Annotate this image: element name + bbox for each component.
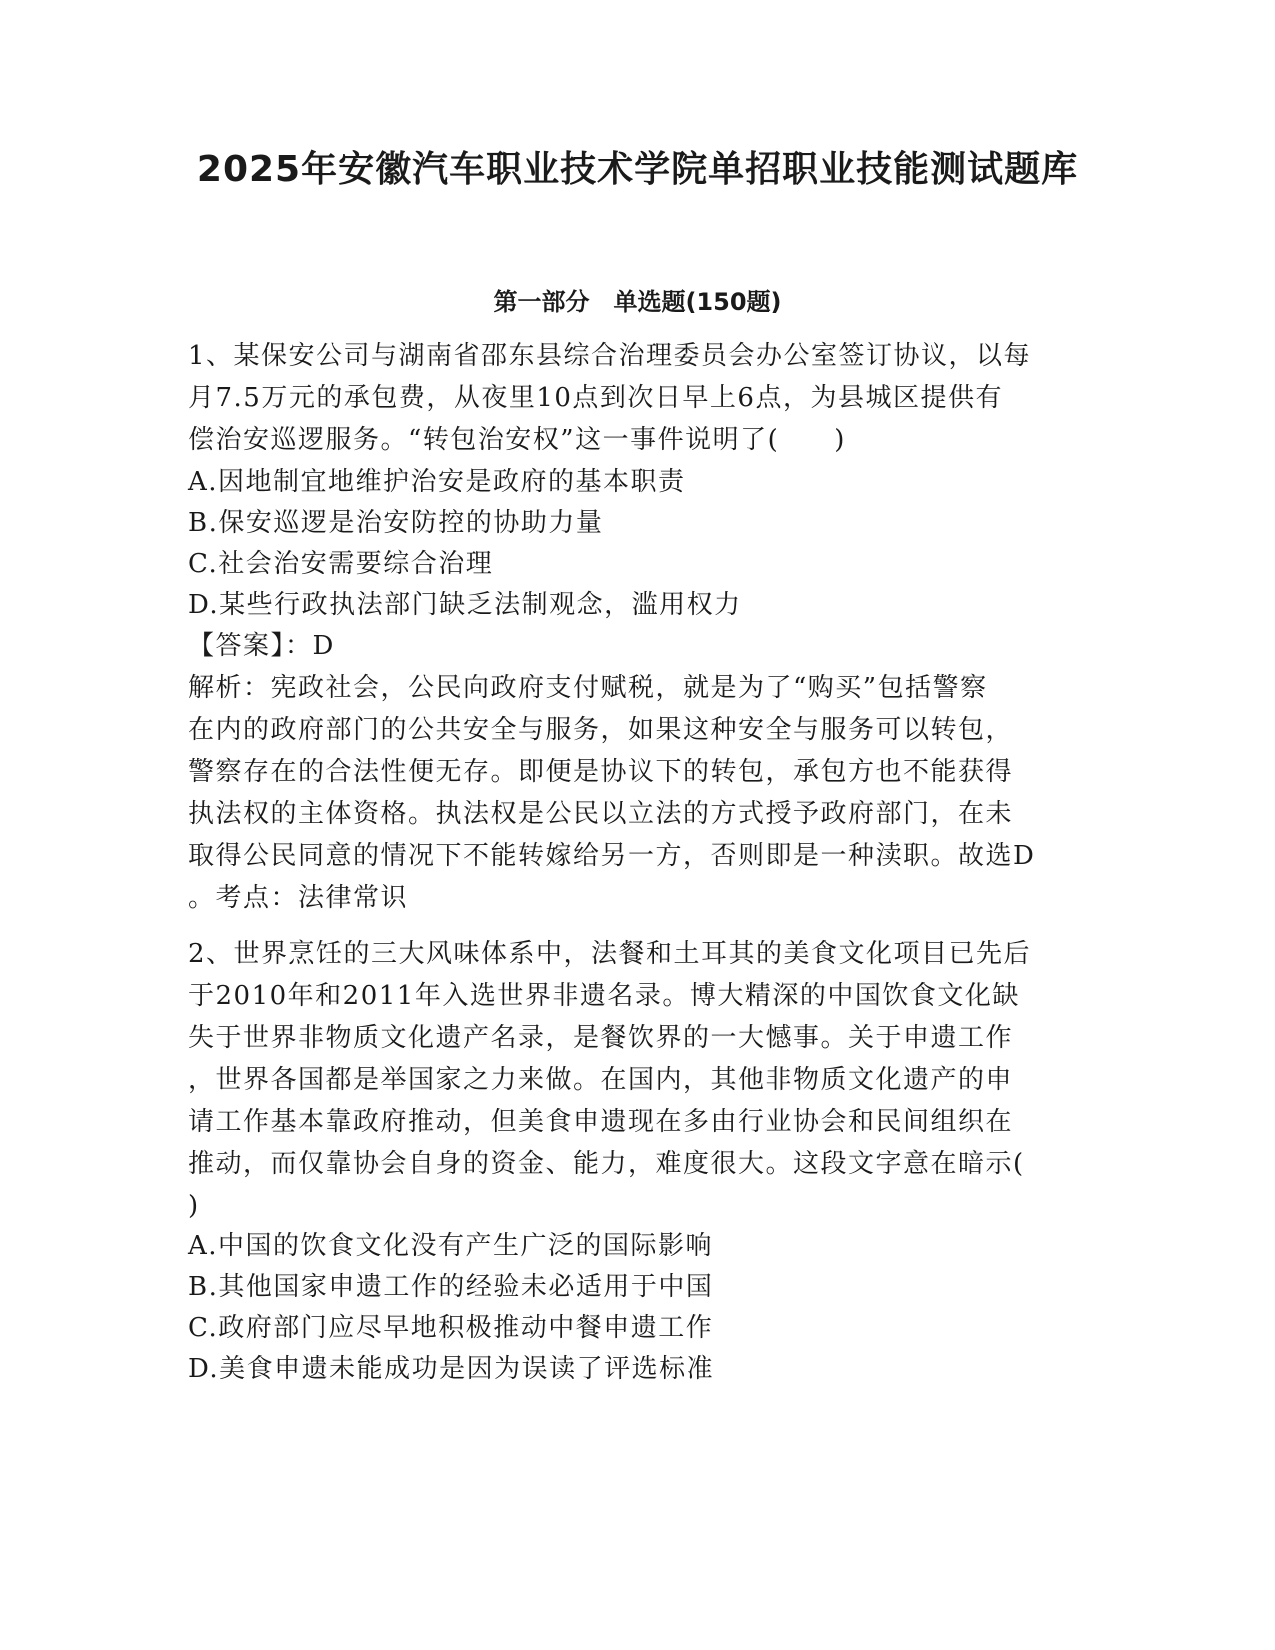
option-d: D.某些行政执法部门缺乏法制观念，滥用权力: [188, 590, 742, 620]
analysis-line: 在内的政府部门的公共安全与服务，如果这种安全与服务可以转包，: [188, 715, 1014, 745]
option-a: A.中国的饮食文化没有产生广泛的国际影响: [188, 1231, 714, 1261]
question-stem-line: 请工作基本靠政府推动，但美食申遗现在多由行业协会和民间组织在: [188, 1107, 1014, 1137]
question-stem-line: 推动，而仅靠协会自身的资金、能力，难度很大。这段文字意在暗示(: [188, 1149, 1025, 1179]
question-stem-line: ): [188, 1191, 200, 1221]
question-stem-line: 偿治安巡逻服务。“转包治安权”这一事件说明了( ): [188, 425, 846, 455]
question-stem-line: 失于世界非物质文化遗产名录，是餐饮界的一大憾事。关于申遗工作: [188, 1023, 1014, 1053]
option-b: B.保安巡逻是治安防控的协助力量: [188, 508, 604, 538]
analysis-line: 。考点：法律常识: [188, 883, 409, 913]
option-d: D.美食申遗未能成功是因为误读了评选标准: [188, 1354, 715, 1384]
question-stem-line: 1、某保安公司与湖南省邵东县综合治理委员会办公室签订协议，以每: [188, 341, 1032, 371]
answer-label: 【答案】：D: [188, 631, 335, 661]
option-a: A.因地制宜地维护治安是政府的基本职责: [188, 467, 686, 497]
question-stem-line: 2、世界烹饪的三大风味体系中，法餐和土耳其的美食文化项目已先后: [188, 939, 1032, 969]
question-stem-line: ，世界各国都是举国家之力来做。在国内，其他非物质文化遗产的申: [188, 1065, 1014, 1095]
option-c: C.社会治安需要综合治理: [188, 549, 494, 579]
analysis-line: 取得公民同意的情况下不能转嫁给另一方，否则即是一种渎职。故选D: [188, 841, 1036, 871]
section-title: 第一部分 单选题(150题): [493, 288, 782, 316]
analysis-line: 执法权的主体资格。执法权是公民以立法的方式授予政府部门，在未: [188, 799, 1014, 829]
document-title: 2025年安徽汽车职业技术学院单招职业技能测试题库: [196, 149, 1079, 190]
option-c: C.政府部门应尽早地积极推动中餐申遗工作: [188, 1313, 714, 1343]
analysis-line: 解析：宪政社会，公民向政府支付赋税，就是为了“购买”包括警察: [188, 673, 988, 703]
question-stem-line: 于2010年和2011年入选世界非遗名录。博大精深的中国饮食文化缺: [188, 981, 1020, 1011]
analysis-line: 警察存在的合法性便无存。即便是协议下的转包，承包方也不能获得: [188, 757, 1014, 787]
question-stem-line: 月7.5万元的承包费，从夜里10点到次日早上6点，为县城区提供有: [188, 383, 1003, 413]
option-b: B.其他国家申遗工作的经验未必适用于中国: [188, 1272, 714, 1302]
